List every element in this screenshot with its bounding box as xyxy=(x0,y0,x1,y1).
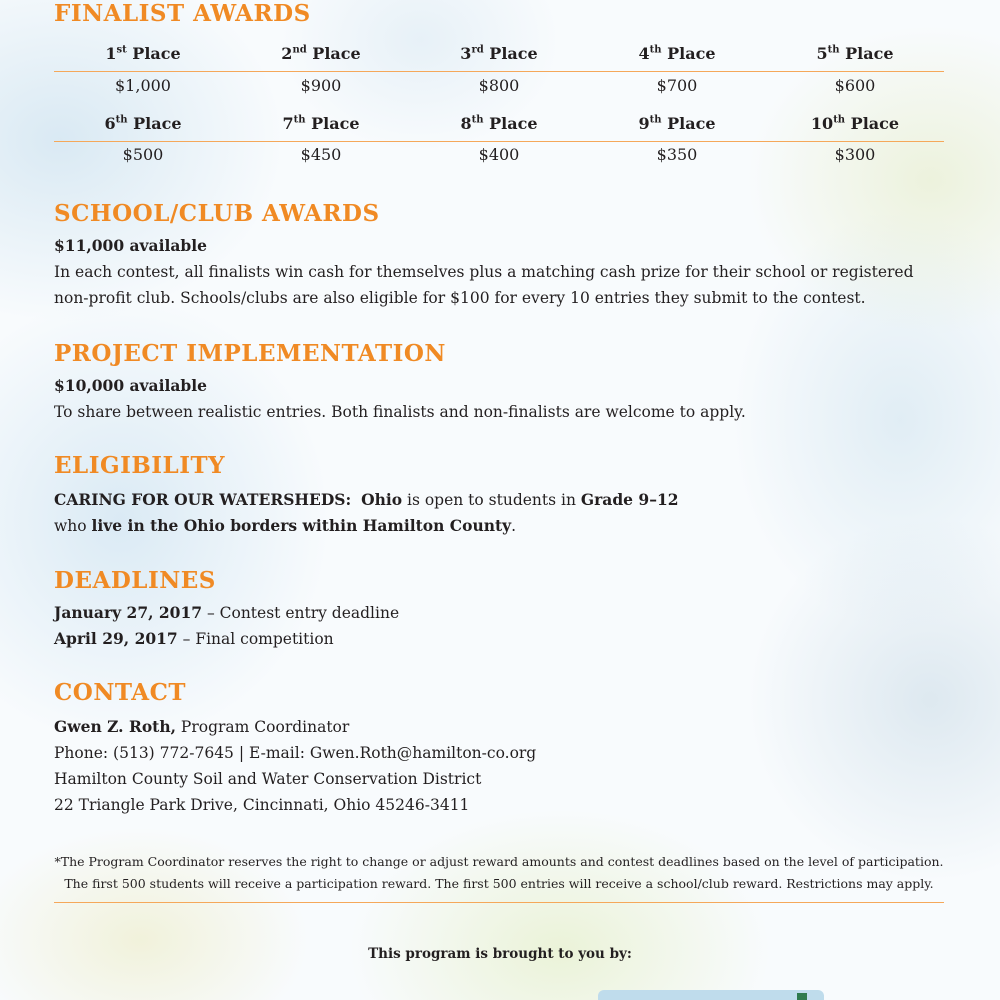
eligibility-heading: ELIGIBILITY xyxy=(54,452,226,479)
eligibility-line-2: who live in the Ohio borders within Hamilton County. xyxy=(54,516,517,535)
places-row-2 xyxy=(54,100,944,133)
place-2-label: 2nd Place xyxy=(281,44,361,63)
project-text: To share between realistic entries. Both finalists and non-finalists are welcome to apply. xyxy=(54,403,746,421)
school-club-text-1: In each contest, all finalists win cash for themselves plus a matching cash prize for their school or registered xyxy=(54,263,914,281)
place-2-amount: $900 xyxy=(300,76,342,95)
contact-address: 22 Triangle Park Drive, Cincinnati, Ohio 45246-3411 xyxy=(54,796,470,814)
sponsor-logo xyxy=(598,990,824,1000)
place-7-label: 7th Place xyxy=(282,114,360,133)
place-8-amount: $400 xyxy=(478,145,520,164)
amounts-row-1 xyxy=(54,70,944,100)
deadlines-heading: DEADLINES xyxy=(54,567,216,594)
awards-divider-1 xyxy=(54,71,944,72)
place-3-label: 3rd Place xyxy=(460,44,538,63)
place-1-label: 1st Place xyxy=(105,44,181,63)
eligibility-line-1: CARING FOR OUR WATERSHEDS: Ohio is open to students in Grade 9–12 xyxy=(54,490,679,509)
place-1-amount: $1,000 xyxy=(115,76,171,95)
place-10-amount: $300 xyxy=(834,145,876,164)
finalist-awards-heading: FINALIST AWARDS xyxy=(54,0,311,27)
place-7-amount: $450 xyxy=(300,145,342,164)
contact-heading: CONTACT xyxy=(54,679,186,706)
sponsor-logo-mark-icon xyxy=(797,993,807,1000)
amounts-row-2 xyxy=(54,145,944,164)
place-4-amount: $700 xyxy=(656,76,698,95)
footnote-divider xyxy=(54,902,944,903)
place-6-label: 6th Place xyxy=(104,114,182,133)
place-6-amount: $500 xyxy=(122,145,164,164)
contact-phone-email[interactable]: Phone: (513) 772-7645 | E-mail: Gwen.Roth@hamilton-co.org xyxy=(54,744,537,762)
project-available: $10,000 available xyxy=(54,376,208,395)
place-5-label: 5th Place xyxy=(816,44,894,63)
contact-organization: Hamilton County Soil and Water Conservation District xyxy=(54,770,482,788)
program-name: CARING FOR OUR WATERSHEDS: xyxy=(54,490,352,509)
footnote-line-2: The first 500 students will receive a participation reward. The first 500 entries will receive a school/club reward. Restrictions may apply. xyxy=(64,876,934,891)
school-club-heading: SCHOOL/CLUB AWARDS xyxy=(54,200,380,227)
school-club-text-2: non-profit club. Schools/clubs are also eligible for $100 for every 10 entries they submit to the contest. xyxy=(54,289,866,307)
place-5-amount: $600 xyxy=(834,76,876,95)
project-implementation-heading: PROJECT IMPLEMENTATION xyxy=(54,340,446,367)
contact-name: Gwen Z. Roth, Program Coordinator xyxy=(54,717,350,736)
place-10-label: 10th Place xyxy=(810,114,900,133)
places-row-1 xyxy=(54,44,944,70)
place-8-label: 8th Place xyxy=(460,114,538,133)
place-4-label: 4th Place xyxy=(638,44,716,63)
footnote-line-1: *The Program Coordinator reserves the right to change or adjust reward amounts and contest deadlines based on the level of participation. xyxy=(54,854,944,869)
place-9-amount: $350 xyxy=(656,145,698,164)
place-9-label: 9th Place xyxy=(638,114,716,133)
finalist-awards-table xyxy=(54,44,944,133)
grade-range: Grade 9–12 xyxy=(580,490,679,509)
deadline-final: April 29, 2017 – Final competition xyxy=(54,629,334,648)
sponsor-label: This program is brought to you by: xyxy=(368,946,632,962)
deadline-entry: January 27, 2017 – Contest entry deadline xyxy=(54,603,400,622)
awards-divider-2 xyxy=(54,141,944,142)
school-club-available: $11,000 available xyxy=(54,236,208,255)
place-3-amount: $800 xyxy=(478,76,520,95)
